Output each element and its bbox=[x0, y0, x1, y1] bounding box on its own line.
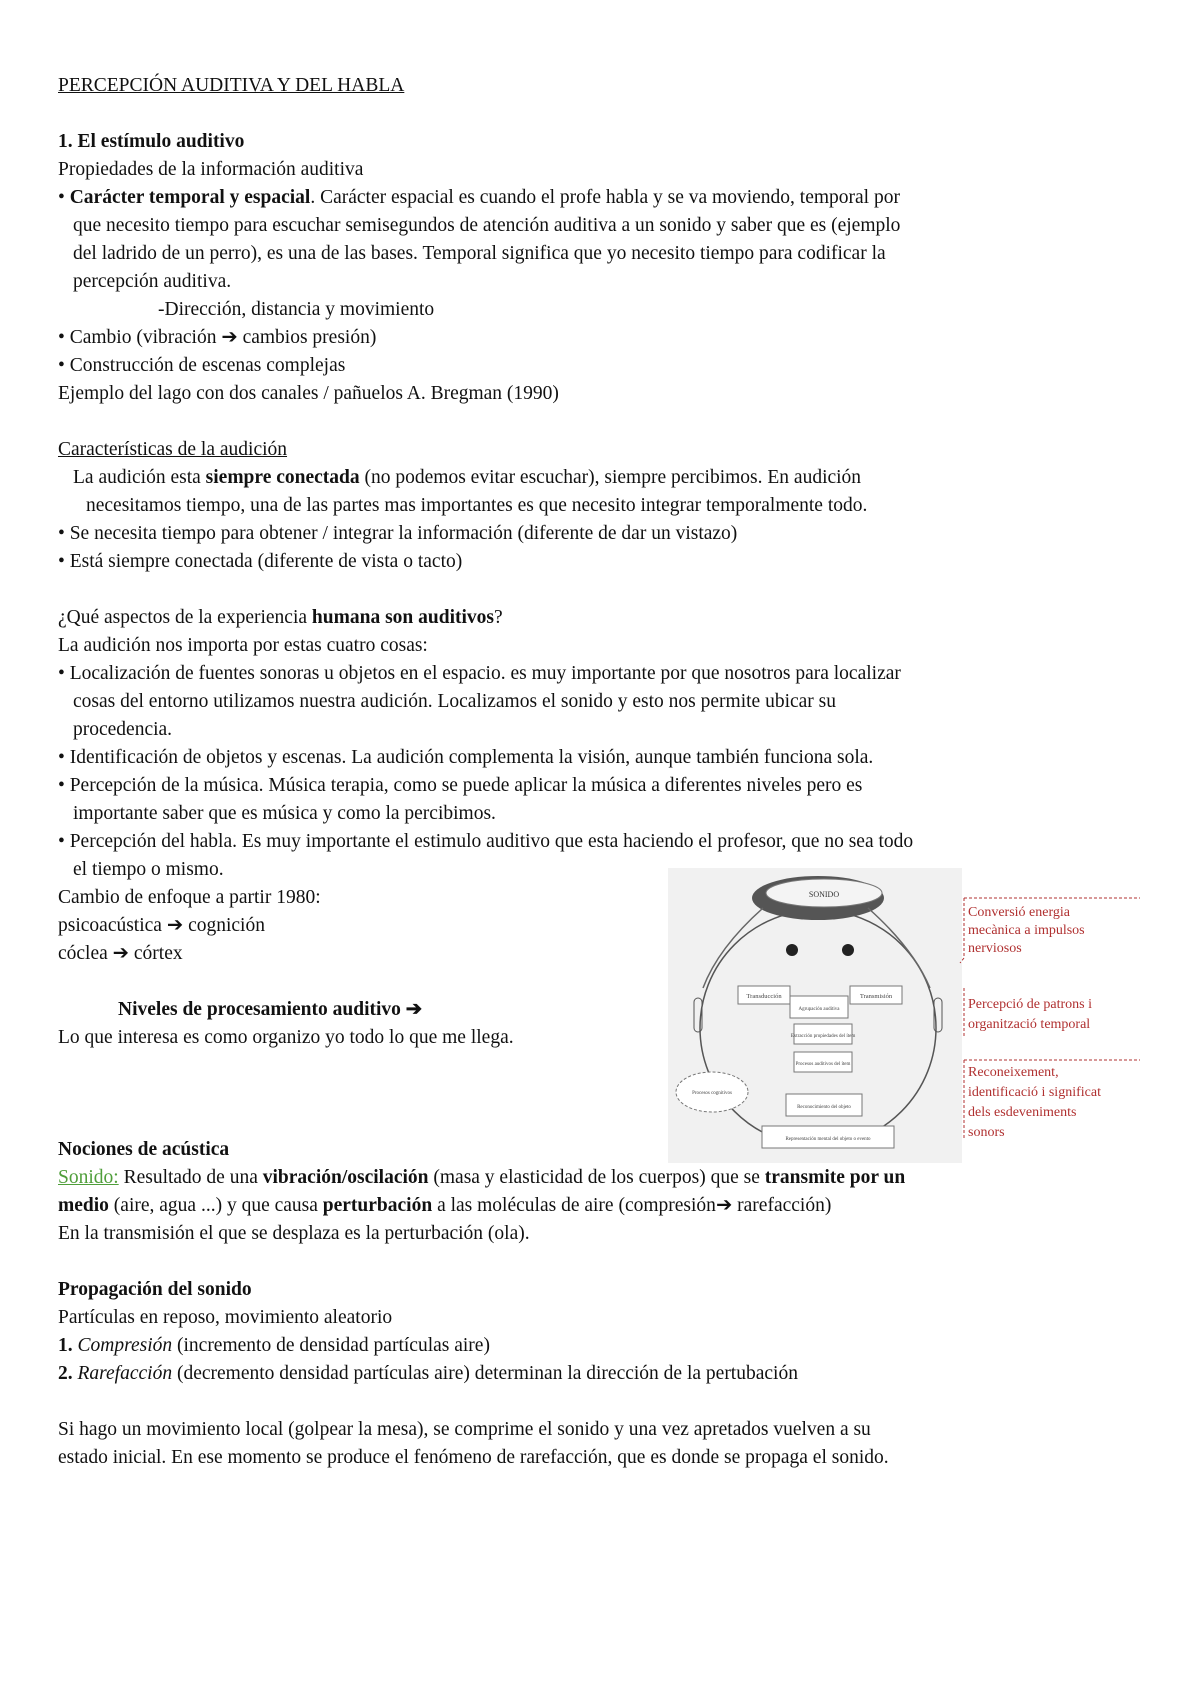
arrow-icon: ➔ bbox=[715, 1195, 733, 1216]
sound-label: SONIDO bbox=[808, 890, 840, 899]
note-3-line-1: Reconeixement, bbox=[968, 1065, 1059, 1080]
text-line: importante saber que es música y como la percibimos. bbox=[73, 803, 496, 824]
text-span: Se necesita tiempo para obtener / integrar la información (diferente de dar un vistazo) bbox=[69, 523, 738, 544]
center-box-1-label: Agrupación auditiva bbox=[798, 1007, 840, 1012]
text-line bbox=[58, 1164, 1148, 1192]
text-line: En la transmisión el que se desplaza es la perturbación (ola). bbox=[58, 1223, 530, 1244]
text-span: (no podemos evitar escuchar), siempre percibimos. En audición bbox=[359, 467, 862, 488]
transduction-label: Transducción bbox=[746, 993, 782, 1000]
bullet-item bbox=[58, 828, 1148, 856]
center-box-5-label: Representación mental del objeto o evento bbox=[785, 1137, 871, 1142]
italic-text: Compresión bbox=[77, 1335, 173, 1356]
note-3-line-4: sonors bbox=[968, 1125, 1005, 1140]
text-span: ? bbox=[494, 607, 503, 628]
section-heading: 1. El estímulo auditivo bbox=[58, 131, 245, 152]
text-line: cosas del entorno utilizamos nuestra audición. Localizamos el sonido y esto nos permite ubicar su bbox=[73, 691, 837, 712]
text-line: Si hago un movimiento local (golpear la mesa), se comprime el sonido y una vez apretados vuelven a su bbox=[58, 1419, 871, 1440]
text-span: rarefacción) bbox=[732, 1195, 832, 1216]
bullet-item bbox=[58, 520, 1148, 548]
head-eye-left bbox=[786, 944, 798, 956]
text-line: Ejemplo del lago con dos canales / pañuelos A. Bregman (1990) bbox=[58, 383, 559, 404]
text-line: procedencia. bbox=[73, 719, 173, 740]
bullet-glyph: • bbox=[58, 355, 65, 376]
numbered-item bbox=[58, 1360, 1148, 1388]
text-span: (incremento de densidad partículas aire) bbox=[172, 1335, 490, 1356]
note-1-line-1: Conversió energia bbox=[968, 905, 1070, 920]
note-3-line-3: dels esdeveniments bbox=[968, 1105, 1077, 1120]
bullet-glyph: • bbox=[58, 831, 65, 852]
text-span: (aire, agua ...) y que causa bbox=[108, 1195, 323, 1216]
text-span: Percepción del habla. Es muy importante el estimulo auditivo que esta haciendo el profesor, que no sea todo bbox=[69, 831, 914, 852]
note-3-line-2: identificació i significat bbox=[968, 1085, 1101, 1100]
text-line: que necesito tiempo para escuchar semisegundos de atención auditiva a un sonido y saber que es (ejemplo bbox=[73, 215, 901, 236]
bold-text: Niveles de procesamiento auditivo bbox=[118, 999, 406, 1020]
section-heading: Características de la audición bbox=[58, 439, 288, 460]
text-span: Percepción de la música. Música terapia, como se puede aplicar la música a diferentes niveles pero es bbox=[69, 775, 863, 796]
bullet-item bbox=[58, 352, 1148, 380]
auditory-processing-diagram bbox=[668, 868, 1140, 1163]
text-line: La audición nos importa por estas cuatro cosas: bbox=[58, 635, 428, 656]
bullet-glyph: • bbox=[58, 187, 65, 208]
text-line: necesitamos tiempo, una de las partes mas importantes es que necesito integrar temporalmente todo. bbox=[86, 495, 868, 516]
text-line: del ladrido de un perro), es una de las bases. Temporal significa que yo necesito tiempo para codificar la bbox=[73, 243, 886, 264]
text-span: Localización de fuentes sonoras u objetos en el espacio. es muy importante por que nosotros para localizar bbox=[69, 663, 901, 684]
bold-text: medio bbox=[58, 1195, 109, 1216]
italic-text: Rarefacción bbox=[77, 1363, 173, 1384]
arrow-icon: ➔ bbox=[166, 915, 184, 936]
item-number: 1. bbox=[58, 1335, 78, 1356]
bullet-item bbox=[58, 324, 1148, 352]
text-span: Construcción de escenas complejas bbox=[69, 355, 346, 376]
center-box-3-label: Procesos auditivos del ítem bbox=[795, 1062, 851, 1067]
bold-text: siempre conectada bbox=[205, 467, 360, 488]
item-number: 2. bbox=[58, 1363, 78, 1384]
arrow-icon: ➔ bbox=[405, 999, 423, 1020]
text-line: percepción auditiva. bbox=[73, 271, 232, 292]
document-body bbox=[58, 72, 1148, 1472]
note-2-line-2: organització temporal bbox=[968, 1017, 1091, 1032]
text-line: estado inicial. En ese momento se produce el fenómeno de rarefacción, que es donde se propaga el sonido. bbox=[58, 1447, 889, 1468]
text-line: Partículas en reposo, movimiento aleatorio bbox=[58, 1307, 393, 1328]
text-span: ¿Qué aspectos de la experiencia bbox=[58, 607, 312, 628]
arrow-icon: ➔ bbox=[112, 943, 130, 964]
text-line: -Dirección, distancia y movimiento bbox=[158, 299, 435, 320]
text-span: Identificación de objetos y escenas. La audición complementa la visión, aunque también funciona sola. bbox=[69, 747, 874, 768]
text-span: Resultado de una bbox=[118, 1167, 263, 1188]
question-line bbox=[58, 604, 1148, 632]
head-eye-right bbox=[842, 944, 854, 956]
bold-text: perturbación bbox=[322, 1195, 433, 1216]
cognitive-bubble-label: Procesos cognitivos bbox=[692, 1091, 732, 1096]
note-2-line-1: Percepció de patrons i bbox=[968, 997, 1093, 1012]
text-span: cóclea bbox=[58, 943, 113, 964]
bullet-glyph: • bbox=[58, 327, 65, 348]
bullet-glyph: • bbox=[58, 663, 65, 684]
note-1-line-2: mecànica a impulsos bbox=[968, 923, 1085, 938]
bullet-glyph: • bbox=[58, 775, 65, 796]
note-1-line-3: nerviosos bbox=[968, 941, 1022, 956]
page-title: PERCEPCIÓN AUDITIVA Y DEL HABLA bbox=[58, 75, 405, 96]
bullet-glyph: • bbox=[58, 747, 65, 768]
center-box-4-label: Reconocimiento del objeto bbox=[797, 1105, 851, 1110]
bullet-item bbox=[58, 548, 1148, 576]
center-box-2-label: Extracción propiedades del ítem bbox=[790, 1034, 856, 1039]
text-span: a las moléculas de aire (compresión bbox=[432, 1195, 716, 1216]
arrow-icon: ➔ bbox=[221, 327, 238, 348]
bullet-glyph: • bbox=[58, 523, 65, 544]
text-line bbox=[58, 464, 1148, 492]
text-span: . Carácter espacial es cuando el profe habla y se va moviendo, temporal por bbox=[310, 187, 900, 208]
text-line: Cambio de enfoque a partir 1980: bbox=[58, 887, 321, 908]
bullet-item bbox=[58, 184, 1148, 212]
bold-text: vibración/oscilación bbox=[262, 1167, 429, 1188]
bullet-item bbox=[58, 744, 1148, 772]
bullet-glyph: • bbox=[58, 551, 65, 572]
bold-text: transmite por un bbox=[764, 1167, 906, 1188]
bullet-item bbox=[58, 772, 1148, 800]
text-span: cognición bbox=[183, 915, 265, 936]
text-span: (decremento densidad partículas aire) determinan la dirección de la pertubación bbox=[172, 1363, 798, 1384]
text-line: Lo que interesa es como organizo yo todo lo que me llega. bbox=[58, 1027, 514, 1048]
text-span: Cambio (vibración bbox=[69, 327, 222, 348]
bold-text: Carácter temporal y espacial bbox=[69, 187, 311, 208]
numbered-item bbox=[58, 1332, 1148, 1360]
text-span: La audición esta bbox=[73, 467, 206, 488]
text-span: Está siempre conectada (diferente de vista o tacto) bbox=[69, 551, 463, 572]
transmission-label: Transmisión bbox=[859, 993, 893, 1000]
section-heading: Propagación del sonido bbox=[58, 1279, 252, 1300]
text-line bbox=[58, 1192, 1148, 1220]
text-span: cambios presión) bbox=[237, 327, 377, 348]
text-line: el tiempo o mismo. bbox=[73, 859, 224, 880]
text-span: córtex bbox=[129, 943, 183, 964]
sonido-label: Sonido: bbox=[58, 1167, 119, 1188]
bullet-item bbox=[58, 660, 1148, 688]
text-line: Propiedades de la información auditiva bbox=[58, 159, 364, 180]
text-span: psicoacústica bbox=[58, 915, 167, 936]
text-span: (masa y elasticidad de los cuerpos) que se bbox=[428, 1167, 765, 1188]
bold-text: humana son auditivos bbox=[311, 607, 494, 628]
section-heading: Nociones de acústica bbox=[58, 1139, 230, 1160]
